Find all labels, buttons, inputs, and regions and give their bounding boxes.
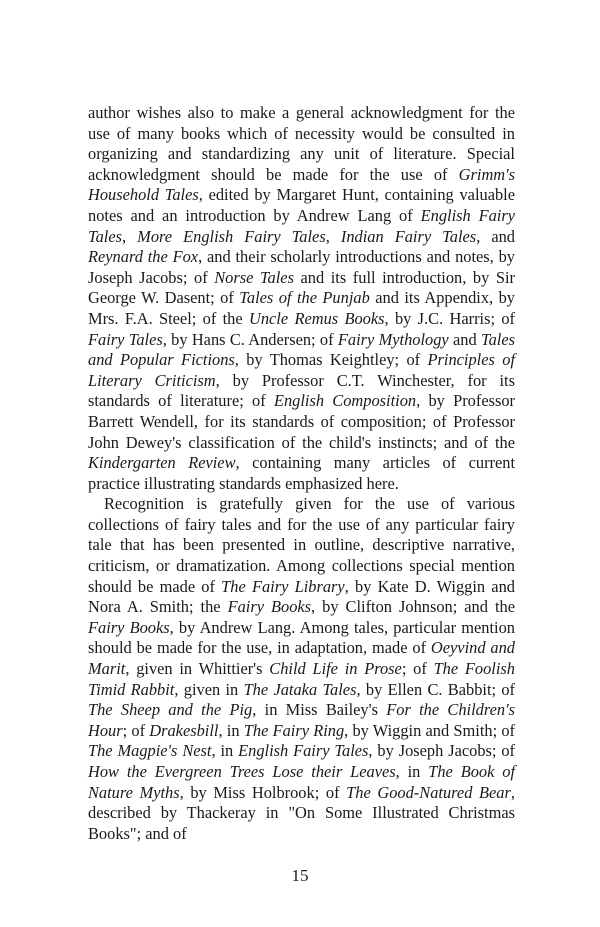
paragraph [88, 494, 515, 844]
paragraph [88, 103, 515, 494]
text-run: , by Joseph Jacobs; of [368, 741, 516, 761]
text-run: , and [476, 226, 515, 246]
italic-title: How the Evergreen Trees Lose their Leaves [88, 762, 396, 781]
italic-title: The Jataka Tales [243, 679, 357, 699]
text-run: , [122, 226, 138, 246]
text-run: and its full introduction, by Sir George W. Dasent; of [88, 267, 515, 308]
body-text [88, 103, 515, 844]
italic-title: For the Children's Hour [88, 700, 515, 740]
italic-title: Child Life in Prose [269, 659, 402, 679]
italic-title: Indian Fairy Tales [340, 226, 477, 246]
italic-title: Reynard the Fox [88, 247, 199, 267]
italic-title: English Fairy Tales [238, 741, 369, 761]
italic-title: Fairy Books [227, 597, 312, 617]
text-run: , by Andrew Lang. Among tales, particular mention should be made for the use, in adaptation, made of [88, 617, 515, 658]
italic-title: The Fairy Library [221, 576, 345, 596]
text-run: and [448, 329, 481, 349]
italic-title: The Book of Nature Myths [88, 762, 515, 802]
text-run: ; of [401, 659, 434, 679]
text-run: and its Appendix, by Mrs. F.A. Steel; of the [88, 288, 515, 328]
text-run: , in [218, 720, 244, 740]
text-run: , in Miss Bailey's [252, 700, 387, 720]
text-run: , described by Thackeray in "On Some Illustrated Christmas Books"; and of [88, 782, 515, 843]
text-run: , by Miss Holbrook; of [179, 782, 347, 802]
text-run: , by Professor Barrett Wendell, for its standards of composition; of Professor John Dewey's classification of the child's instincts; and of the [88, 391, 516, 452]
text-run: , by Professor C.T. Winchester, for its standards of literature; of [88, 370, 515, 411]
italic-title: The Foolish Timid Rabbit [88, 659, 515, 699]
text-run: , [325, 226, 341, 246]
italic-title: Kindergarten Review [88, 453, 236, 473]
text-run: , by Hans C. Andersen; of [162, 329, 338, 349]
italic-title: English Composition [273, 391, 417, 411]
italic-title: The Magpie's Nest [88, 741, 212, 761]
text-run: , by Thomas Keightley; of [234, 350, 428, 370]
text-run: , in [211, 741, 239, 761]
text-run: ; of [122, 720, 150, 740]
italic-title: Fairy Tales [88, 329, 163, 349]
italic-title: Norse Tales [214, 267, 294, 287]
italic-title: The Good-Natured Bear [346, 782, 511, 802]
text-run: , given in Whittier's [125, 659, 270, 679]
italic-title: More English Fairy Tales [137, 226, 326, 246]
text-run: author wishes also to make a general acknowledgment for the use of many books which of necessity would be consulted in organizing and standardizing any unit of literature. Special acknowledgment should be made for the use of [88, 103, 515, 184]
text-run: , given in [174, 679, 244, 699]
text-run: , by Clifton Johnson; and the [311, 597, 515, 617]
italic-title: Fairy Mythology [337, 329, 449, 349]
text-run: Recognition is gratefully given for the use of various collections of fairy tales and for the use of any particular fairy tale that has been presented in outline, descriptive narrative, criticism, or dramatization. Among collections special mention should be made of [88, 494, 515, 596]
italic-title: Principles of Literary Criticism [88, 350, 515, 390]
italic-title: Tales of the Punjab [239, 288, 370, 308]
page-number: 15 [291, 866, 309, 885]
italic-title: Oeyvind and Marit [88, 638, 516, 679]
italic-title: Uncle Remus Books [248, 308, 385, 328]
text-run: , by J.C. Harris; of [384, 308, 515, 328]
italic-title: Grimm's Household Tales [88, 164, 515, 205]
text-run: , edited by Margaret Hunt, containing valuable notes and an introduction by Andrew Lang of [88, 185, 515, 225]
italic-title: The Sheep and the Pig [88, 700, 253, 720]
italic-title: Tales and Popular Fictions [88, 329, 515, 370]
text-run: , by Ellen C. Babbit; of [356, 679, 516, 699]
italic-title: The Fairy Ring [243, 720, 345, 740]
text-run: , in [395, 762, 429, 781]
italic-title: Drakesbill [149, 720, 219, 740]
text-run: , by Kate D. Wiggin and Nora A. Smith; the [88, 576, 515, 617]
text-run: , containing many articles of current practice illustrating standards emphasized here. [88, 453, 516, 493]
italic-title: Fairy Books [88, 617, 170, 637]
italic-title: English Fairy Tales [88, 205, 515, 246]
text-run: , by Wiggin and Smith; of [344, 720, 516, 740]
text-run: , and their scholarly introductions and notes, by Joseph Jacobs; of [88, 247, 515, 287]
